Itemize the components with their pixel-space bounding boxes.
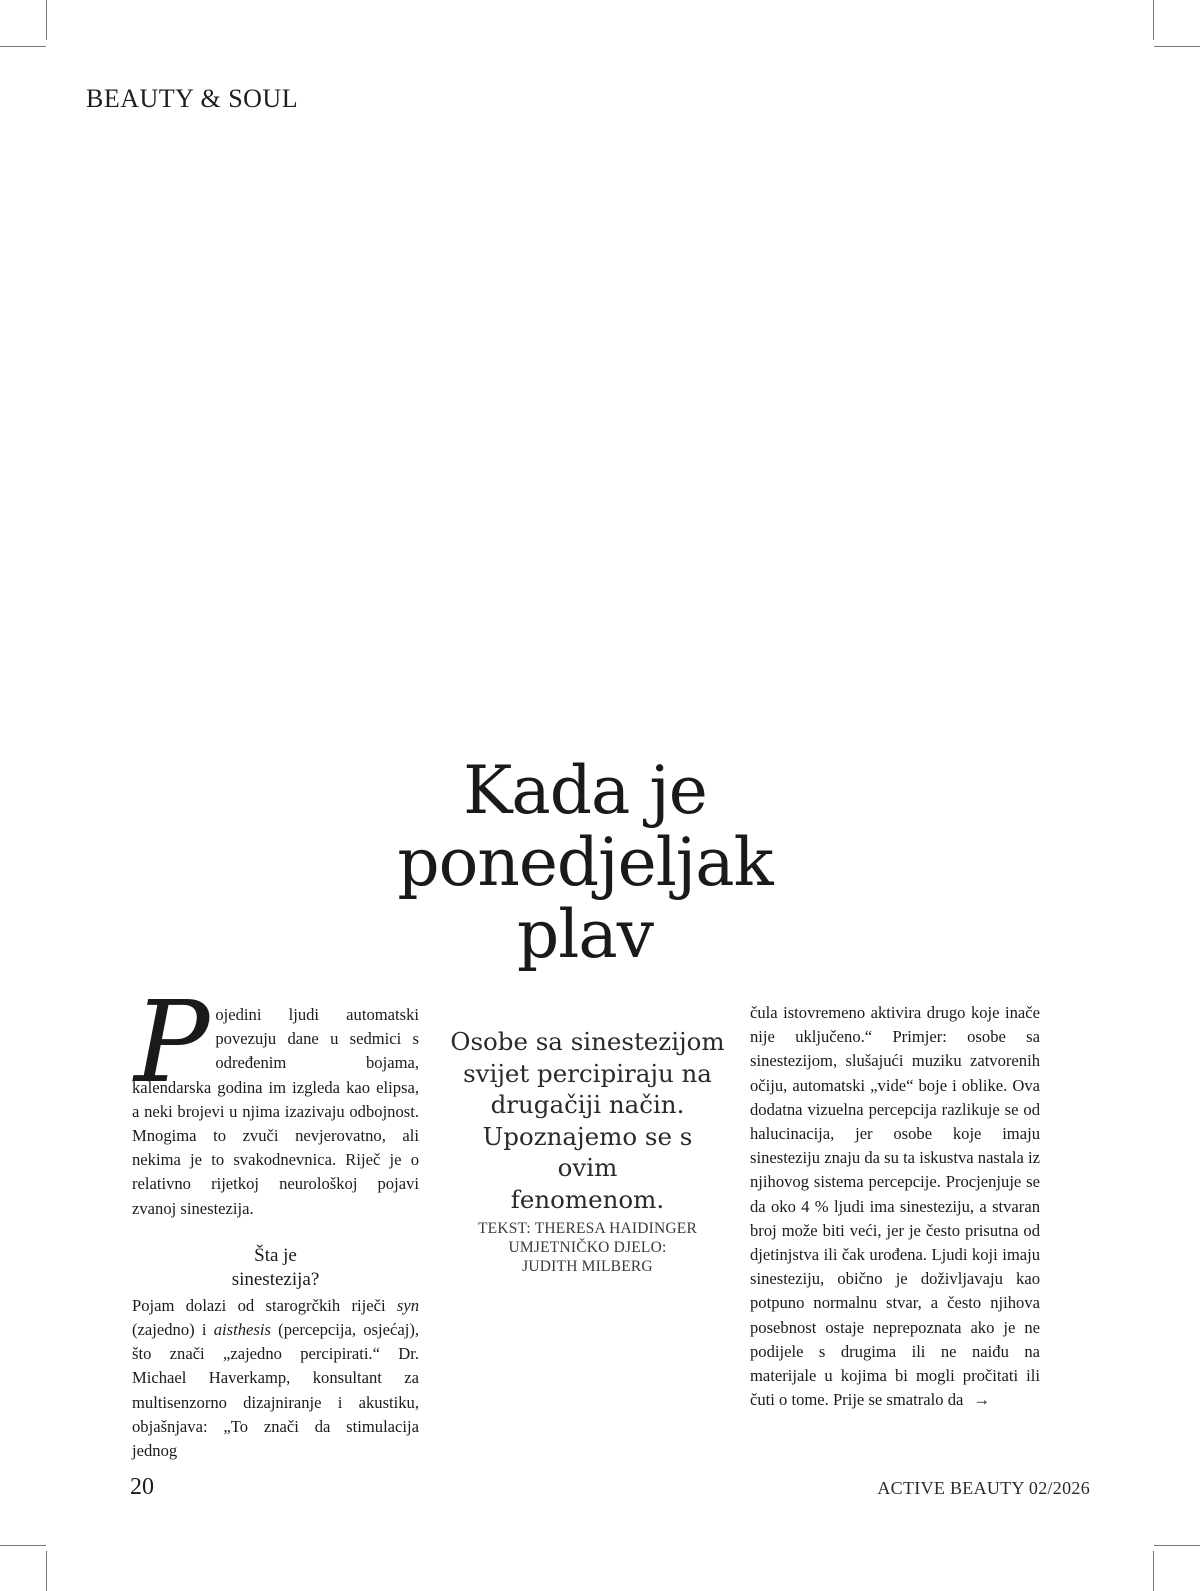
crop-mark-top-right <box>1153 0 1154 40</box>
deck-line-1: Osobe sa sinestezijom <box>450 1027 725 1056</box>
deck-line-4: Upoznajemo se s ovim <box>482 1121 693 1182</box>
credit-line-2: UMJETNIČKO DJELO: <box>508 1239 667 1256</box>
credit-line-3: JUDITH MILBERG <box>522 1258 653 1275</box>
section-label: BEAUTY & SOUL <box>86 84 299 113</box>
deck-line-5: fenomenom. <box>510 1184 665 1214</box>
deck-line-2: svijet percipiraju na <box>463 1058 712 1088</box>
article-headline <box>330 752 840 973</box>
credit-line-1: TEKST: THERESA HAIDINGER <box>477 1220 697 1237</box>
headline-line-2: ponedjeljak <box>397 823 773 901</box>
term-syn: syn <box>396 1295 419 1315</box>
article-column-left <box>132 978 419 1463</box>
intro-paragraph <box>132 978 419 1221</box>
subheading-line-1: Šta je <box>254 1244 297 1266</box>
headline-line-1: Kada je <box>463 752 707 829</box>
p2-text-2: (zajedno) i <box>132 1320 214 1340</box>
crop-mark-bottom-left-horizontal <box>0 1545 46 1546</box>
crop-mark-top-left-horizontal <box>0 46 46 47</box>
p2-text-3: (percepcija, osjećaj), što znači „zajedno percipirati.“ Dr. Michael Haverkamp, konsultant za multisenzorno dizajniranje i akustiku, objašnjava: „To znači da stimulacija jednog <box>132 1320 419 1461</box>
headline-line-3: plav <box>517 895 653 973</box>
body-paragraph-2 <box>132 1294 419 1463</box>
deck-line-3: drugačiji način. <box>490 1090 685 1119</box>
drop-cap: P <box>134 978 210 1108</box>
crop-mark-top-right-horizontal <box>1154 46 1200 47</box>
body-paragraph-3 <box>750 1001 1040 1412</box>
crop-mark-bottom-right <box>1153 1551 1154 1591</box>
intro-text: ojedini ljudi automatski povezuju dane u sedmici s određenim bojama, kalendarska godina im izgleda kao elipsa, a neki brojevi u njima izazivaju odbojnost. Mnogima to zvuči nevjerovatno, ali nekima je to svakodnevnica. Riječ je o relativno rijetkoj neurološkoj pojavi zvanoj sinestezija. <box>132 1005 419 1218</box>
issue-label: ACTIVE BEAUTY 02/2026 <box>877 1478 1090 1498</box>
arrow-right-icon: → <box>973 1390 990 1410</box>
article-column-right <box>750 1001 1040 1412</box>
section-subheading <box>132 1244 419 1292</box>
article-deck <box>450 1026 725 1215</box>
page-number: 20 <box>130 1474 154 1500</box>
crop-mark-bottom-left <box>46 1551 47 1591</box>
p3-text: čula istovremeno aktivira drugo koje inače nije uključeno.“ Primjer: osobe sa sinestezijom, slušajući muziku zatvorenih očiju, automatski „vide“ boje i oblike. Ova dodatna vizuelna percepcija razlikuje se od halucinacija, jer osobe koje imaju sinesteziju znaju da su ta iskustva nastala iz njihovog sistema percepcije. Procjenjuje se da oko 4 % ljudi ima sinesteziju, a stvaran broj može biti veći, jer je često prisutna od djetinjstva ili čak urođena. Ljudi koji imaju sinesteziju, obično je doživljavaju kao potpuno normalnu stvar, a često njihova posebnost ostaje neprepoznata ako je ne podijele s drugima ili ne naiđu na materijale u kojima bi mogli pročitati ili čuti o tome. Prije se smatralo da <box>750 1003 1040 1410</box>
p2-text-1: Pojam dolazi od starogrčkih riječi <box>132 1295 397 1315</box>
subheading-line-2: sinestezija? <box>231 1268 320 1290</box>
term-aisthesis: aisthesis <box>213 1320 271 1340</box>
article-credits <box>450 1219 725 1276</box>
crop-mark-bottom-right-horizontal <box>1154 1545 1200 1546</box>
crop-mark-top-left <box>46 0 47 40</box>
